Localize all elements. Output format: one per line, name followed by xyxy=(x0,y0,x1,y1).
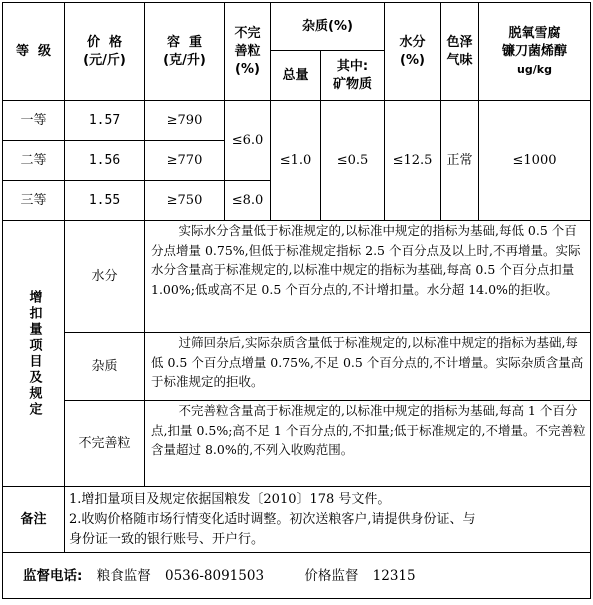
header-impurity-total: 总量 xyxy=(271,51,321,101)
header-price: 价 格 (元/斤) xyxy=(65,3,145,101)
adjust-item-name: 水分 xyxy=(65,221,145,333)
header-density: 容 重 (克/升) xyxy=(145,3,225,101)
notes-label: 备注 xyxy=(3,487,65,553)
grade-price: 1.55 xyxy=(65,181,145,221)
grade-name: 一等 xyxy=(3,101,65,141)
note-line: 1.增扣量项目及规定依据国粮发〔2010〕178 号文件。 xyxy=(69,491,391,507)
grade-name: 二等 xyxy=(3,141,65,181)
grade-density: ≥750 xyxy=(145,181,225,221)
price-supervision-phone: 12315 xyxy=(372,567,416,584)
grade-price: 1.56 xyxy=(65,141,145,181)
grade-price: 1.57 xyxy=(65,101,145,141)
contact-label: 监督电话: xyxy=(23,567,83,584)
color-odor-value: 正常 xyxy=(441,101,479,221)
price-supervision-label: 价格监督 xyxy=(304,567,359,584)
imperfect-limit: ≤6.0 xyxy=(225,101,271,181)
header-imperfect: 不完 善粒 (%) xyxy=(225,3,271,101)
adjust-item-name: 不完善粒 xyxy=(65,401,145,487)
grade-density: ≥790 xyxy=(145,101,225,141)
moisture-limit: ≤12.5 xyxy=(385,101,441,221)
header-color-odor: 色泽 气味 xyxy=(441,3,479,101)
grain-supervision-label: 粮食监督 xyxy=(96,567,151,584)
supervision-contact xyxy=(3,553,591,599)
grade-name: 三等 xyxy=(3,181,65,221)
grain-supervision-phone: 0536-8091503 xyxy=(165,567,265,584)
adjust-item-name: 杂质 xyxy=(65,333,145,401)
grade-row xyxy=(3,101,591,141)
don-limit: ≤1000 xyxy=(479,101,591,221)
adjust-item-rule: 实际水分含量低于标准规定的,以标准中规定的指标为基础,每低 0.5 个百分点增量 0.75%,但低于标准规定指标 2.5 个百分点及以上时,不再增量。实际水分含量高于标准规定的,以标准中规定的指标为基础,每高 0.5 个百分点扣量 1.00%;低或高不足 0.5 个百分点的,不计增扣量。水分超 14.0%的拒收。 xyxy=(145,221,591,333)
grade-density: ≥770 xyxy=(145,141,225,181)
adjust-item-rule: 不完善粒含量高于标准规定的,以标准中规定的指标为基础,每高 1 个百分点,扣量 0.5%;高不足 1 个百分点的,不扣量;低于标准规定的,不增量。不完善粒含量超过 8.0%的,不列入收购范围。 xyxy=(145,401,591,487)
header-grade: 等 级 xyxy=(3,3,65,101)
adjustments-label: 增扣量项目及规定 xyxy=(3,221,65,487)
header-moisture: 水分 (%) xyxy=(385,3,441,101)
header-impurity-mineral: 其中: 矿物质 xyxy=(321,51,385,101)
note-line: 身份证一致的银行账号、开户行。 xyxy=(69,531,265,547)
adjust-item-rule: 过筛回杂后,实际杂质含量低于标准规定的,以标准中规定的指标为基础,每低 0.5 个百分点增量 0.75%,不足 0.5 个百分点的,不计增量。实际杂质含量高于标准规定的拒收。 xyxy=(145,333,591,401)
grain-price-table xyxy=(2,2,591,599)
header-impurity: 杂质(%) xyxy=(271,3,385,51)
notes-content xyxy=(65,487,591,553)
header-don: 脱氧雪腐 镰刀菌烯醇 ug/kg xyxy=(479,3,591,101)
imperfect-limit: ≤8.0 xyxy=(225,181,271,221)
impurity-mineral-limit: ≤0.5 xyxy=(321,101,385,221)
note-line: 2.收购价格随市场行情变化适时调整。初次送粮客户,请提供身份证、与 xyxy=(69,511,476,527)
impurity-total-limit: ≤1.0 xyxy=(271,101,321,221)
